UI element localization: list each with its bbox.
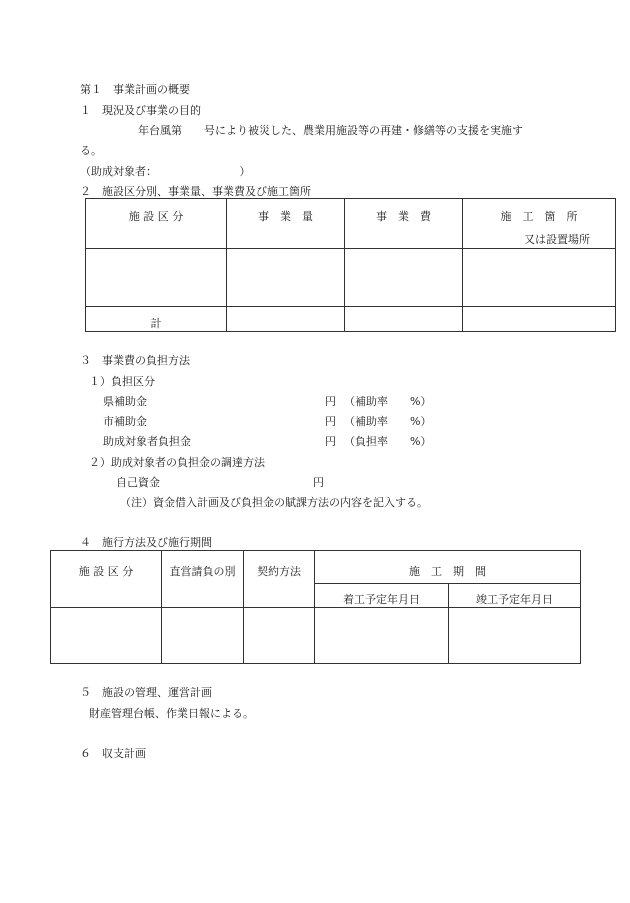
table-cell	[449, 608, 581, 664]
burden-rate: （負担率 %）	[344, 435, 432, 448]
section1-purpose-heading: １ 現況及び事業の目的	[80, 104, 201, 117]
facility-table-total-row	[86, 307, 616, 332]
section1-facility-heading: ２ 施設区分別、事業量、事業費及び施工箇所	[80, 185, 311, 198]
city-subsidy-label: 市補助金	[103, 415, 147, 428]
table-cell	[162, 608, 244, 664]
total-label: 計	[86, 307, 227, 332]
subsidy-rate: （補助率 %）	[344, 415, 432, 428]
purpose-text: 年台風第 号により被災した、農業用施設等の再建・修繕等の支援を実施す	[138, 124, 523, 137]
table-cell	[463, 249, 616, 307]
facility-category-header: 施 設 区 分	[86, 199, 227, 249]
completion-date-header: 竣工予定年月日	[449, 584, 581, 608]
section5-title: ５ 施設の管理、運営計画	[80, 686, 212, 699]
construction-period-header: 施 工 期 間	[315, 551, 581, 584]
start-date-header: 着工予定年月日	[315, 584, 449, 608]
table-cell	[345, 249, 463, 307]
prefecture-subsidy-label: 県補助金	[103, 395, 147, 408]
facility-table	[85, 198, 616, 332]
yen-unit: 円	[313, 476, 324, 489]
table-cell	[244, 608, 315, 664]
construction-period-table	[50, 550, 581, 664]
subsidy-rate: （補助率 %）	[344, 395, 432, 408]
table-cell	[227, 307, 345, 332]
yen-unit: 円	[325, 435, 336, 448]
management-text: 財産管理台帳、作業日報による。	[89, 707, 254, 720]
yen-unit: 円	[325, 395, 336, 408]
table-cell	[227, 249, 345, 307]
note-text: （注）資金借入計画及び負担金の賦課方法の内容を記入する。	[120, 496, 428, 509]
beneficiary-line: （助成対象者： ）	[80, 165, 251, 178]
direct-contract-header: 直営請負の別	[162, 551, 244, 608]
project-cost-header: 事 業 費	[345, 199, 463, 249]
facility-table-row	[86, 249, 616, 307]
facility-table-header	[86, 199, 616, 249]
project-volume-header: 事 業 量	[227, 199, 345, 249]
table-cell	[86, 249, 227, 307]
burden-category-heading: １）負担区分	[89, 375, 155, 388]
funding-method-heading: ２）助成対象者の負担金の調達方法	[89, 456, 265, 469]
yen-unit: 円	[325, 415, 336, 428]
section3-title: ３ 事業費の負担方法	[80, 354, 190, 367]
table-cell	[51, 608, 162, 664]
period-table-header	[51, 551, 581, 584]
section4-title: ４ 施行方法及び施行期間	[80, 536, 212, 549]
beneficiary-burden-label: 助成対象者負担金	[103, 435, 191, 448]
section6-title: ６ 収支計画	[80, 747, 146, 760]
contract-method-header: 契約方法	[244, 551, 315, 608]
facility-category-header: 施 設 区 分	[51, 551, 162, 608]
period-table-row	[51, 608, 581, 664]
construction-site-header: 施 工 箇 所 又は設置場所	[463, 199, 616, 249]
own-funds-label: 自己資金	[116, 476, 160, 489]
table-cell	[315, 608, 449, 664]
section1-title: 第１ 事業計画の概要	[80, 83, 190, 96]
table-cell	[463, 307, 616, 332]
purpose-text-end: る。	[80, 144, 102, 157]
table-cell	[345, 307, 463, 332]
